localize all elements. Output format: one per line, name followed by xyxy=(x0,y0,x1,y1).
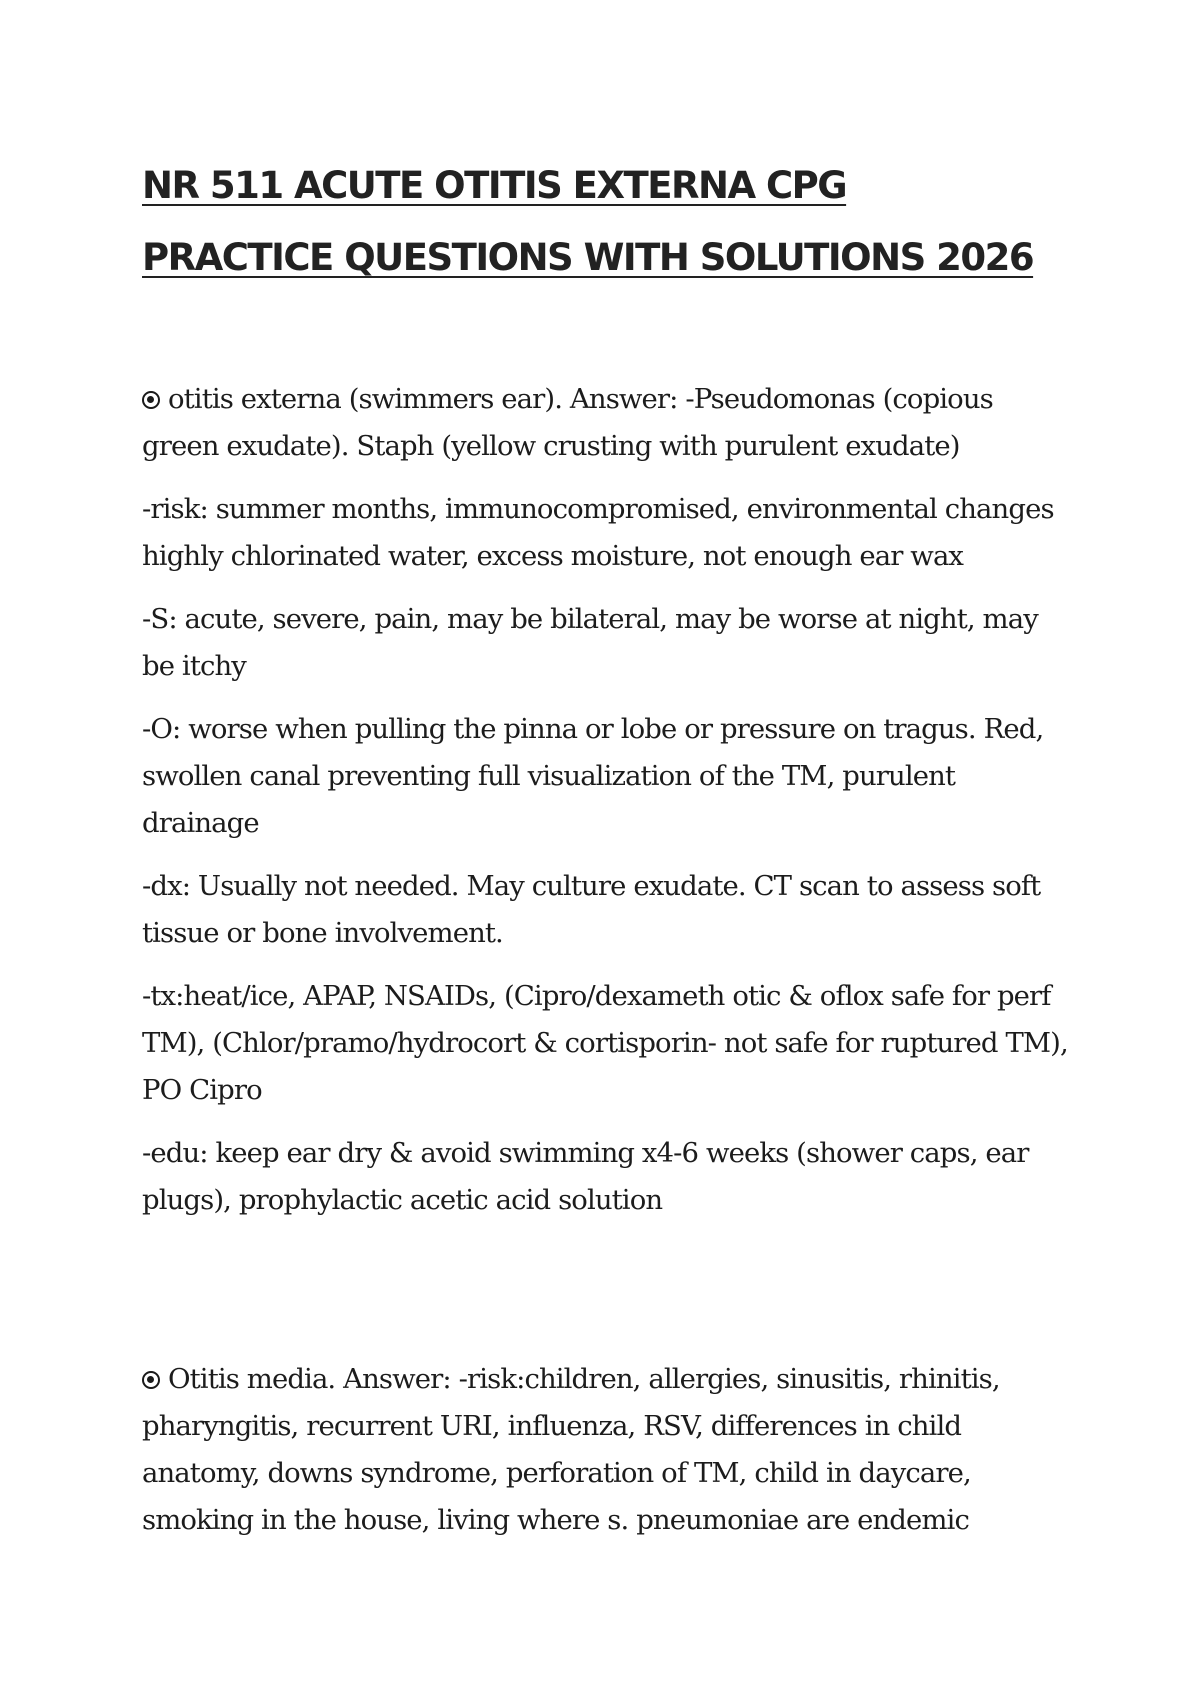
question-text: otitis externa (swimmers ear). Answer: -Pseudomonas (copious green exudate). Staph (yellow crusting with purulent exudate) xyxy=(142,383,993,462)
answer-paragraph-education: -edu: keep ear dry & avoid swimming x4-6 weeks (shower caps, ear plugs), prophylactic acetic acid solution xyxy=(142,1137,1029,1216)
question-text: Otitis media. Answer: -risk:children, allergies, sinusitis, rhinitis, pharyngitis, recurrent URI, influenza, RSV, differences in child anatomy, downs syndrome, perforation of TM, child in daycare, smoking in the house, living where s. pneumoniae are endemic xyxy=(142,1363,1000,1536)
answer-paragraph-risk: -risk: summer months, immunocompromised, environmental changes highly chlorinated water, excess moisture, not enough ear wax xyxy=(142,493,1054,572)
answer-paragraph-diagnosis: -dx: Usually not needed. May culture exudate. CT scan to assess soft tissue or bone involvement. xyxy=(142,870,1041,949)
document-title-line-2: PRACTICE QUESTIONS WITH SOLUTIONS 2026 xyxy=(142,236,1034,279)
answer-paragraph-treatment: -tx:heat/ice, APAP, NSAIDs, (Cipro/dexameth otic & oflox safe for perf TM), (Chlor/pramo/hydrocort & cortisporin- not safe for ruptured TM), PO Cipro xyxy=(142,980,1068,1106)
radio-bullet-icon xyxy=(142,1371,160,1389)
question-otitis-externa xyxy=(142,376,1072,1240)
document-title xyxy=(142,150,1082,294)
question-otitis-media xyxy=(142,1356,1072,1560)
question-paragraph xyxy=(142,376,1072,470)
document-title-line-1: NR 511 ACUTE OTITIS EXTERNA CPG xyxy=(142,164,847,207)
question-paragraph xyxy=(142,1356,1072,1544)
radio-bullet-icon xyxy=(142,391,160,409)
answer-paragraph-objective: -O: worse when pulling the pinna or lobe or pressure on tragus. Red, swollen canal preventing full visualization of the TM, purulent drainage xyxy=(142,713,1044,839)
answer-paragraph-subjective: -S: acute, severe, pain, may be bilateral, may be worse at night, may be itchy xyxy=(142,603,1038,682)
